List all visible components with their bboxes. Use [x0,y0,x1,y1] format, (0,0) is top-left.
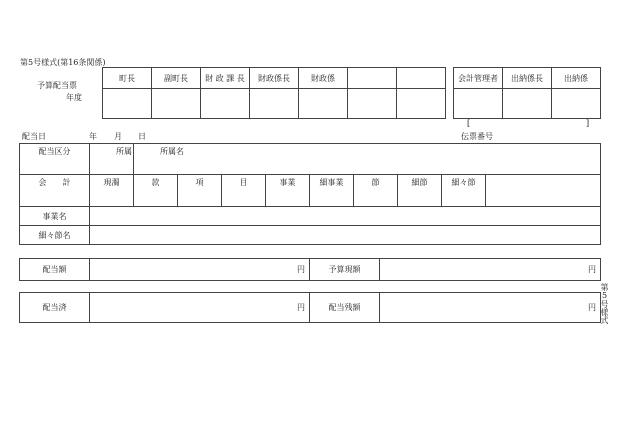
approval-stamp-cell[interactable] [348,89,397,119]
approval-stamp-cell[interactable] [201,89,250,119]
approval-header-finance-staff: 財政係 [299,68,348,89]
col-header-jigyo: 事業 [266,175,310,207]
treasury-stamp-cell[interactable] [552,89,601,119]
col-header-saisai-setsu: 細々節 [442,175,486,207]
budget-title: 予算配当票 [37,81,77,90]
sub-section-name-field[interactable] [90,226,601,245]
col-header-genjo: 現濁 [90,175,134,207]
allocated-label: 配当済 [20,293,90,323]
approval-header-finance-director: 財 政 課 長 [201,68,250,89]
treasury-header-cashier-chief: 出納係長 [503,68,552,89]
allocation-date-day: 日 [138,132,146,141]
affiliation-name-label: 所属名 [134,144,601,175]
account-label: 会 計 [20,175,90,207]
approval-header-deputy-mayor: 副町長 [152,68,201,89]
col-header-moku: 目 [222,175,266,207]
allocation-amount-label: 配当額 [20,259,90,281]
approval-header-finance-chief: 財政係長 [250,68,299,89]
remaining-allocation-label: 配当残額 [310,293,380,323]
current-budget-field[interactable]: 円 [380,259,601,281]
allocation-main-table [19,143,601,245]
affiliation-label: 所属 [90,144,134,175]
current-budget-label: 予算現額 [310,259,380,281]
approval-stamp-cell[interactable] [299,89,348,119]
treasury-header-accountant: 会計管理者 [454,68,503,89]
treasury-stamp-cell[interactable] [454,89,503,119]
col-header-kan: 款 [134,175,178,207]
allocation-date-month: 月 [114,132,122,141]
approval-stamp-table [102,67,446,119]
project-name-field[interactable] [90,207,601,226]
col-header-blank [486,175,601,207]
approval-header-blank-2 [397,68,446,89]
allocation-date-year: 年 [89,132,97,141]
approval-stamp-cell[interactable] [397,89,446,119]
approval-header-mayor: 町長 [103,68,152,89]
col-header-kou: 項 [178,175,222,207]
treasury-header-cashier: 出納係 [552,68,601,89]
bracket-open: [ [467,119,471,128]
approval-stamp-cell[interactable] [152,89,201,119]
allocation-amount-table [19,258,601,281]
approval-header-blank-1 [348,68,397,89]
form-title: 第5号様式(第16条関係) [20,58,106,67]
voucher-number-label: 伝票番号 [461,132,493,141]
remaining-allocation-field[interactable]: 円 [380,293,601,323]
allocated-remaining-table [19,292,601,323]
sub-section-name-label: 細々節名 [20,226,90,245]
allocation-amount-field[interactable]: 円 [90,259,310,281]
allocation-date-label: 配当日 [22,132,46,141]
col-header-sai-setsu: 細節 [398,175,442,207]
col-header-setsu: 節 [354,175,398,207]
treasury-stamp-table [453,67,601,119]
fiscal-year-label: 年度 [66,93,82,102]
allocated-field[interactable]: 円 [90,293,310,323]
project-name-label: 事業名 [20,207,90,226]
col-header-sai-jigyo: 細事業 [310,175,354,207]
treasury-stamp-cell[interactable] [503,89,552,119]
division-label: 配当区分 [20,144,90,175]
bracket-close: ] [586,119,590,128]
approval-stamp-cell[interactable] [103,89,152,119]
side-form-label: 第5号様式 [600,283,609,324]
approval-stamp-cell[interactable] [250,89,299,119]
